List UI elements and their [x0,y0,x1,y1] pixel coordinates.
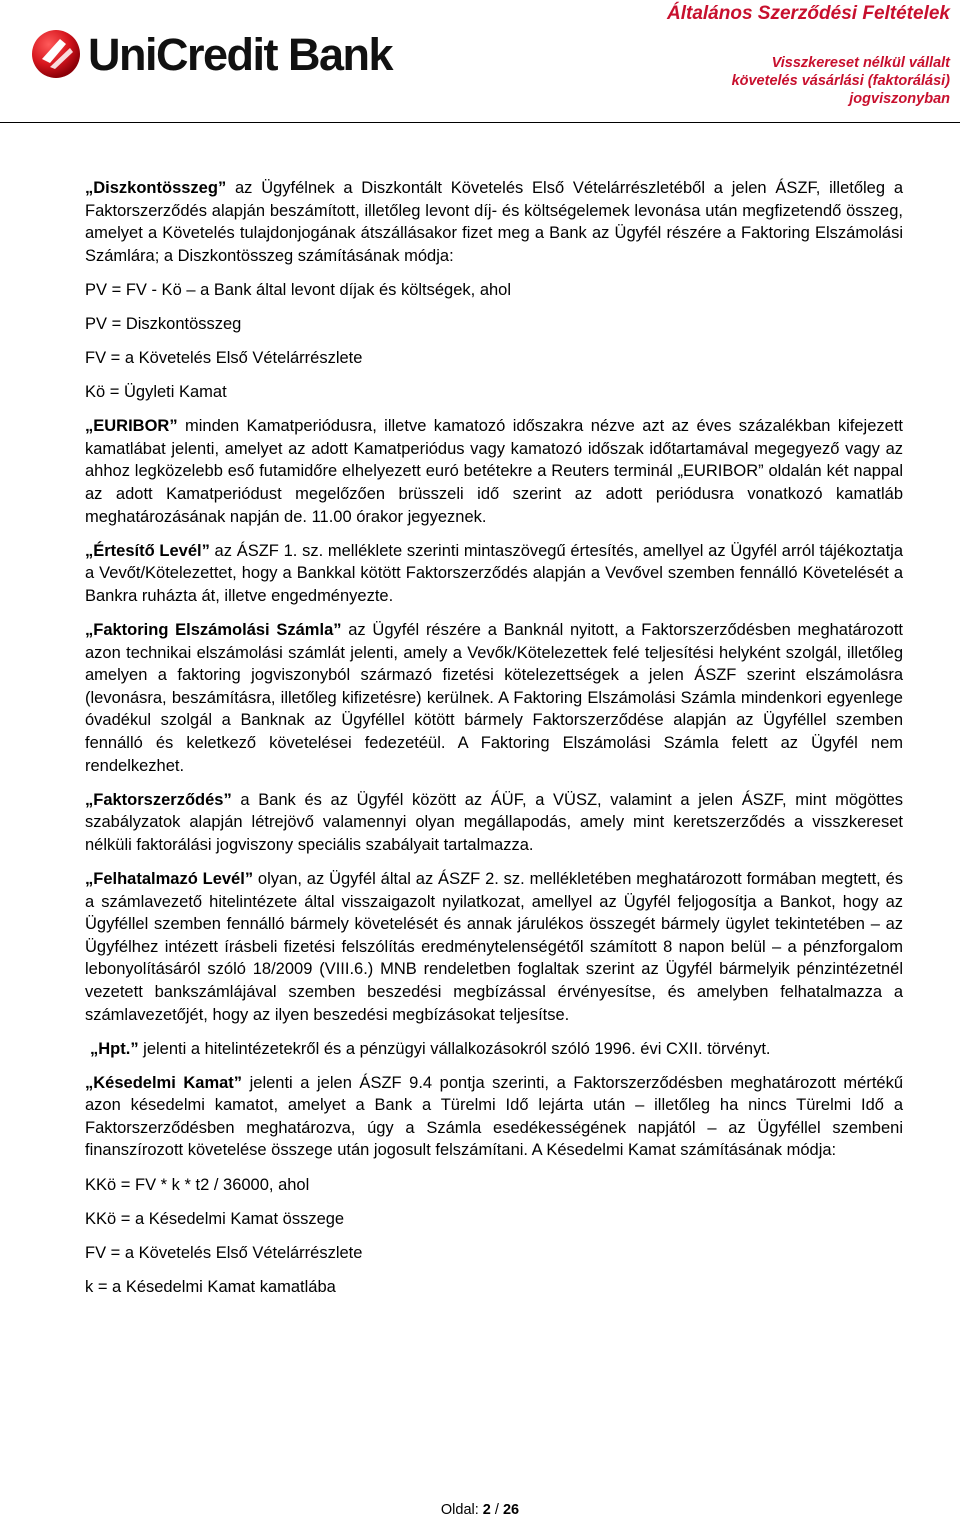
definition-text: minden Kamatperiódusra, illetve kamatozó időszakra nézve azt az éves százalékban kifejezett kamatlábat jelenti, amelyet az adott Kamatperiódus vagy kamatozó időszak időtartamával megegyező vagy az ahhoz legközelebb eső futamidőre elhelyezett euró betétekre a Reuters terminál „EURIBOR” oldalán két nappal az adott Kamatperiódust megelőzően brüsszeli idő szerint az adott periódusra vonatkozó kamatláb meghatározásának napján de. 11.00 órakor jegyeznek. [85,417,903,526]
formula-line: KKö = a Késedelmi Kamat összege [85,1209,345,1228]
brand-name: UniCredit Bank [88,28,393,80]
formula-line: FV = a Követelés Első Vételárrészlete [85,1243,363,1262]
definition-term: „Felhatalmazó Levél” [85,869,254,888]
page-separator: / [490,1502,503,1518]
definition-diszkontosszeg [85,177,903,267]
page-header [0,0,960,124]
definition-text: az Ügyfél részére a Banknál nyitott, a Faktorszerződésben meghatározott azon technikai elszámolási számlát jelenti, amely a Vevők/Kötelezettek felé teljesítési helyként szolgál, illetőleg amelyen a faktoring jogviszonyból származó fizetési kötelezettségek a jelen ÁSZF szerint elszámolásra (levonásra, beszámításra, illetőleg kifizetésre) kerülnek. A Faktoring Elszámolási Számla mindenkori egyenlege óvadékul szolgál a Banknak az Ügyféllel kötött bármely Faktorszerződése alapján az Ügyféllel szemben fennálló és keletkező követelései fedezetéül. A Faktoring Elszámolási Számla felett az Ügyfél nem rendelkezhet. [85,621,903,775]
formula-line: Kö = Ügyleti Kamat [85,383,227,402]
definition-term: „Késedelmi Kamat” [85,1073,243,1092]
definition-euribor [85,415,903,528]
formula-line: FV = a Követelés Első Vételárrészlete [85,349,363,368]
definition-term: „EURIBOR” [85,417,178,436]
definition-text: a Bank és az Ügyfél között az ÁÜF, a VÜSZ, valamint a jelen ÁSZF, mint mögöttes szabályzatok alapján létrejövő valamennyi olyan megállapodás, amely mint keretszerződés a visszkereset nélküli faktorálási jogviszony speciális szabályait tartalmazza. [85,790,903,854]
definition-text: jelenti a hitelintézetekről és a pénzügyi vállalkozásokról szóló 1996. évi CXII. törvényt. [138,1039,771,1058]
definition-text: az ÁSZF 1. sz. melléklete szerinti mintaszövegű értesítés, amellyel az Ügyfél arról tájékoztatja a Vevőt/Kötelezettet, hogy a Bankkal kötött Faktorszerződés alapján a Vevővel szemben fennálló Követelését a Bankra ruházta át, illetve engedményezte. [85,541,903,605]
definition-term: „Értesítő Levél” [85,541,210,560]
page-total: 26 [502,1502,520,1518]
definition-hpt [85,1038,903,1061]
formula-line: KKö = FV * k * t2 / 36000, ahol [85,1175,310,1194]
definition-term: „Diszkontösszeg” [85,179,227,197]
brand-logo [30,26,392,82]
unicredit-ball-icon [30,28,82,80]
page-current: 2 [482,1502,491,1518]
document-title-block [667,2,950,108]
header-divider [0,122,960,123]
definition-felhatalmazo-level [85,868,903,1026]
formula-line: PV = FV - Kö – a Bank által levont díjak és költségek, ahol [85,280,512,299]
definition-ertesito-level [85,540,903,608]
subtitle-line: Visszkereset nélkül vállalt [771,55,950,71]
page-label: Oldal: [440,1502,483,1518]
definition-term: „Faktoring Elszámolási Számla” [85,621,342,639]
definition-text: jelenti a jelen ÁSZF 9.4 pontja szerinti, a Faktorszerződésben meghatározott mértékű azon késedelmi kamatot, amelyet a Bank a Türelmi Idő lejárta után – illetőleg ha nincs Türelmi Idő a Faktorszerződésben meghatározva, úgy a Számla esedékességének napjától – az Ügyféllel szembeni finanszírozott követelése összege után jogosult felszámítani. A Késedelmi Kamat számításának módja: [85,1073,904,1160]
definition-text: olyan, az Ügyfél által az ÁSZF 2. sz. mellékletében meghatározott formában megtett, és a számlavezető hitelintézete által visszaigazolt nyilatkozat, amellyel az Ügyfél feljogosítja a Bankot, hogy az Ügyféllel szemben fennálló bármely követelését és annak járulékos összegét bármely ügylet tekintetében – az Ügyfélhez intézett írásbeli fizetési felszólítás eredménytelenségétől számított 8 napon belül – a pénzforgalom lebonyolításáról szóló 18/2009 (VIII.6.) MNB rendeletben foglaltak szerint az Ügyfél bármelyik pénzintézetnél vezetett bankszámlájával szemben beszedési megbízással érvényesítse, és amelyben felhatalmazza a számlavezetőjét, hogy az ilyen beszedési megbízásokat teljesítse. [85,869,904,1024]
definition-faktorszerzodes [85,789,903,857]
subtitle-line: követelés vásárlási (faktorálási) [731,73,950,89]
formula-line: PV = Diszkontösszeg [85,314,242,333]
document-subtitle [667,54,950,108]
definition-term: „Faktorszerződés” [85,790,232,809]
formula-line: k = a Késedelmi Kamat kamatlába [85,1277,336,1296]
page-footer [0,1502,960,1518]
document-title: Általános Szerződési Feltételek [667,3,950,24]
page-body [85,177,903,1298]
definition-term: „Hpt.” [90,1039,139,1058]
definition-faktoring-elszamolasi-szamla [85,619,903,777]
definition-text: az Ügyfélnek a Diszkontált Követelés Első Vételárrészletéből a jelen ÁSZF, illetőleg a Faktorszerződés alapján beszámított, illetőleg levont díj- és költségelemek levonása után megfizetendő összeg, amelyet a Követelés tulajdonjogának átszállásakor fizet meg a Bank az Ügyfél részére a Faktoring Elszámolási Számlára; a Diszkontösszeg számításának módja: [85,179,903,265]
definition-kesedelmi-kamat [85,1072,903,1162]
subtitle-line: jogviszonyban [849,91,950,107]
